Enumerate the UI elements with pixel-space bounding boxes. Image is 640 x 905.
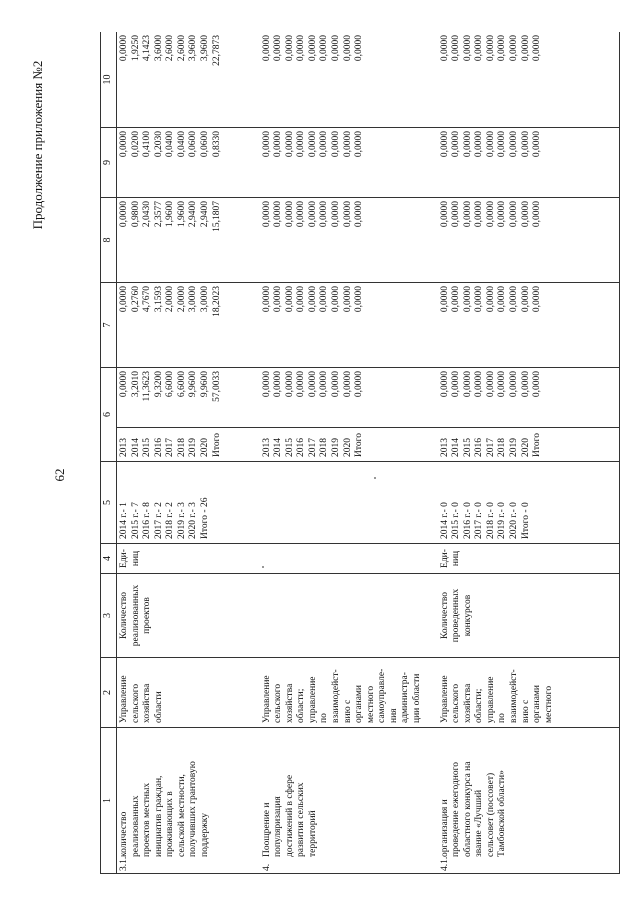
other-funding-cell: 0,0000 1,9250 4,1423 3,6000 2,6000 2,6000 3,9600 3,9600 22,7873 [117,32,260,128]
row-number: 3.1. [119,856,129,871]
col-header-9: 9 [101,128,117,198]
col-header-2: 2 [101,658,117,728]
table-row [438,32,620,874]
target-values-cell: 2014 г.- 1 2015 г.- 7 2016 г.- 8 2017 г.- 2 2018 г.- 2 2019 г.- 3 2020 г.- 3 Итого - 26 [117,462,260,544]
other-funding-cell: 0,0000 0,0000 0,0000 0,0000 0,0000 0,0000 0,0000 0,0000 0,0000 [260,32,438,128]
col-header-7: 7 [101,283,117,368]
page-number: 62 [52,468,67,482]
year-cell: 2013 2014 2015 2016 2017 2018 2019 2020 Итого [438,428,620,462]
table-row [260,32,438,874]
federal-funding-cell: 0,0000 0,0000 0,0000 0,0000 0,0000 0,0000 0,0000 0,0000 0,0000 [438,283,620,368]
col-header-3: 3 [101,574,117,658]
regional-funding-cell: 0,0000 0,0000 0,0000 0,0000 0,0000 0,0000 0,0000 0,0000 0,0000 [260,198,438,283]
local-funding-cell: 0,0000 0,0000 0,0000 0,0000 0,0000 0,0000 0,0000 0,0000 0,0000 [260,128,438,198]
target-values-cell [260,462,438,544]
col-header-6: 6 [101,368,117,462]
col-header-10: 10 [101,32,117,128]
col-header-5: 5 [101,462,117,544]
scan-speck [374,477,376,479]
total-funding-cell: 0,0000 0,0000 0,0000 0,0000 0,0000 0,0000 0,0000 0,0000 0,0000 [438,368,620,428]
appendix-table [100,32,620,874]
total-funding-cell: 0,0000 0,0000 0,0000 0,0000 0,0000 0,0000 0,0000 0,0000 0,0000 [260,368,438,428]
indicator-text: Поощрение и популяризация достижений в сфере развития сельских территорий [261,774,318,857]
year-cell: 2013 2014 2015 2016 2017 2018 2019 2020 Итого [117,428,260,462]
header-row [101,32,117,874]
local-funding-cell: 0,0000 0,0000 0,0000 0,0000 0,0000 0,0000 0,0000 0,0000 0,0000 [438,128,620,198]
measure-cell [260,574,438,658]
table-stage [100,32,620,874]
executor-cell: Управление сельского хозяйства области; управление по взаимодейст- вию с органами местного [438,658,620,728]
unit-cell [260,544,438,574]
federal-funding-cell: 0,0000 0,0000 0,0000 0,0000 0,0000 0,0000 0,0000 0,0000 0,0000 [260,283,438,368]
indicator-cell [438,728,620,874]
indicator-cell [117,728,260,874]
regional-funding-cell: 0,0000 0,9800 2,0430 2,3577 1,9600 1,9600 2,9400 2,9400 15,1807 [117,198,260,283]
row-number: 4.1. [439,856,450,871]
local-funding-cell: 0,0000 0,0200 0,4100 0,2030 0,0400 0,0400 0,0600 0,0600 0,8330 [117,128,260,198]
indicator-text: организация и проведение ежегодного областного конкурса на звание «Лучший сельсовет (поссовет) Тамбовской области» [439,761,508,857]
unit-cell: Еди- ниц [438,544,620,574]
federal-funding-cell: 0,0000 0,2760 4,7670 3,1593 2,0000 2,0000 3,0000 3,0000 18,2023 [117,283,260,368]
col-header-4: 4 [101,544,117,574]
row-number: 4. [261,863,272,871]
measure-cell: Количество проведенных конкурсов [438,574,620,658]
regional-funding-cell: 0,0000 0,0000 0,0000 0,0000 0,0000 0,0000 0,0000 0,0000 0,0000 [438,198,620,283]
other-funding-cell: 0,0000 0,0000 0,0000 0,0000 0,0000 0,0000 0,0000 0,0000 0,0000 [438,32,620,128]
target-values-cell: 2014 г.- 0 2015 г.- 0 2016 г.- 0 2017 г.- 0 2018 г.- 0 2019 г.- 0 2020 г.- 0 Итого - 0 [438,462,620,544]
executor-cell: Управление сельского хозяйства области; управление по взаимодейст- вию с органами местного самоуправле- ния администра- ции области [260,658,438,728]
appendix-subtitle: Продолжение приложения №2 [30,60,45,230]
scan-speck [262,566,264,568]
table-row [117,32,260,874]
col-header-8: 8 [101,198,117,283]
total-funding-cell: 0,0000 3,2010 11,3623 9,3200 6,6000 6,6000 9,9600 9,9600 57,0033 [117,368,260,428]
indicator-text: количество реализованных проектов местных инициатив граждан, проживающих в сельской местности, получивших грантовую поддержку [119,761,211,857]
rotated-page [100,32,620,874]
unit-cell: Еди- ниц [117,544,260,574]
measure-cell: Количество реализованных проектов [117,574,260,658]
indicator-cell [260,728,438,874]
executor-cell: Управление сельского хозяйства области [117,658,260,728]
col-header-1: 1 [101,728,117,874]
year-cell: 2013 2014 2015 2016 2017 2018 2019 2020 Итого [260,428,438,462]
